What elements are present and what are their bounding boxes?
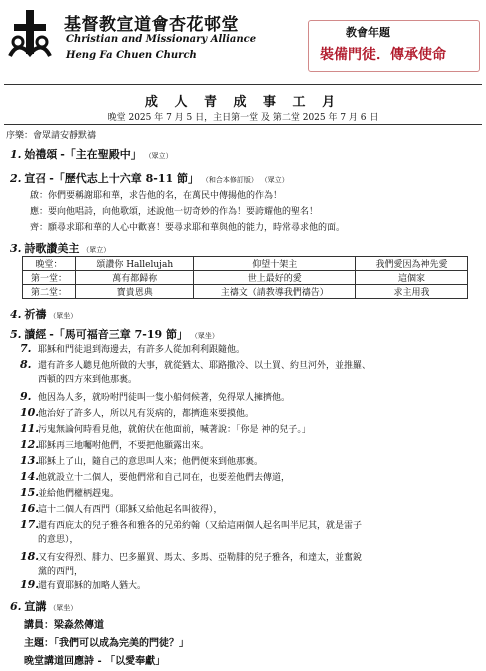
- verse-line: 12.耶穌再三地囑咐他們，不要把他顯露出來。: [20, 438, 210, 451]
- section-invocation: [10, 146, 173, 162]
- table-cell: 世上最好的愛: [194, 271, 356, 285]
- response-hymn: 晚堂講道回應詩 - 「以愛奉獻」: [24, 656, 166, 667]
- verse-line: 14.他就設立十二個人，要他們常和自己同在，也要差他們去傳道，: [20, 470, 291, 483]
- section-number: 5.: [10, 328, 22, 341]
- church-name-zh: 基督教宣道會杏花邨堂: [64, 15, 239, 35]
- table-cell: 主禱文（請教導我們禱告）: [194, 285, 356, 299]
- table-row: [23, 285, 468, 299]
- section-name: 宣講: [24, 600, 47, 613]
- section-sermon: [10, 598, 77, 614]
- verse-line: 黨的西門，: [38, 567, 84, 577]
- section-name: 始禮頌: [24, 148, 58, 161]
- section-number: 4.: [10, 308, 22, 321]
- table-cell: 寶貴恩典: [76, 285, 194, 299]
- verse-line: 的意思），: [38, 535, 79, 545]
- section-name: 祈禱: [24, 308, 47, 321]
- verse-line: 16.這十二個人有西門（耶穌又給他起名叫彼得），: [20, 502, 223, 515]
- verse-line: 9. 他因為人多，就吩咐門徒叫一隻小船伺候著，免得眾人擁擠他。: [20, 390, 291, 403]
- table-cell: 這個家: [356, 271, 468, 285]
- table-cell: 第一堂：: [23, 271, 76, 285]
- posture-note: （眾立）: [82, 246, 111, 254]
- divider-top: [4, 84, 482, 85]
- table-cell: 求主用我: [356, 285, 468, 299]
- section-number: 6.: [10, 600, 22, 613]
- section-title: -「馬可福音三章 7-19 節」: [49, 328, 188, 341]
- table-cell: 萬有都歸祢: [76, 271, 194, 285]
- posture-note: （眾坐）: [49, 312, 78, 320]
- worship-title: 成 人 青 成 事 工 月: [144, 95, 342, 110]
- prelude: 序樂：會眾請安靜默禱: [6, 131, 97, 141]
- sermon-topic: 主題：「我們可以成為完美的門徒？」: [24, 638, 189, 649]
- annual-theme-text: 裝備門徒．傳承使命: [320, 47, 446, 63]
- verse-line: 15.並給他們權柄趕鬼。: [20, 486, 120, 499]
- posture-note: （眾坐）: [49, 604, 78, 612]
- section-number: 3.: [10, 242, 22, 255]
- section-title: -「主在聖殿中」: [60, 148, 142, 161]
- speaker: 講員：梁淼然傳道: [24, 620, 104, 631]
- section-name: 詩歌讚美主: [24, 242, 80, 255]
- verse-line: 17.還有西庇太的兒子雅各和雅各的兄弟約翰（又給這兩個人起名叫半尼其，就是雷子: [20, 518, 363, 531]
- responsive-line-1: 啟：你們要稱謝耶和華，求告他的名，在萬民中傳揚他的作為！: [30, 191, 283, 201]
- verse-line: 11.污鬼無論何時看見他，就俯伏在他面前，喊著說：「你是 神的兒子。」: [20, 422, 311, 435]
- responsive-line-2: 應：要向他唱詩，向他歌頌，述說他一切奇妙的作為！要誇耀他的聖名！: [30, 207, 319, 217]
- section-number: 2.: [10, 172, 22, 185]
- responsive-line-3: 齊：願尋求耶和華的人心中歡喜！要尋求耶和華與他的能力，時常尋求他的面。: [30, 223, 346, 233]
- section-hymns: [10, 240, 110, 256]
- verse-line: 7. 耶穌和門徒退到海邊去，有許多人從加利利跟隨他。: [20, 342, 246, 355]
- verse-line: 13.耶穌上了山，隨自己的意思叫人來；他們便來到他那裏。: [20, 454, 264, 467]
- verse-line: 18.又有安得烈、腓力、巴多羅買、馬太、多馬、亞勒腓的兒子雅各，和達太，並奮銳: [20, 550, 363, 563]
- table-cell: 仰望十架主: [194, 257, 356, 271]
- table-cell: 第二堂：: [23, 285, 76, 299]
- church-logo: [8, 10, 52, 66]
- posture-note: （眾立）: [260, 176, 289, 184]
- worship-date-line: 晚堂 2025 年 7 月 5 日，主日第一堂 及 第二堂 2025 年 7 月 6 日: [107, 113, 379, 123]
- table-cell: 晚堂：: [23, 257, 76, 271]
- hymn-table: [22, 256, 468, 299]
- section-scripture-reading: [10, 326, 219, 342]
- posture-note: （眾立）: [144, 152, 173, 160]
- section-title: -「歷代志上十六章 8-11 節」: [49, 172, 199, 185]
- section-name: 讀經: [24, 328, 47, 341]
- church-name-en-1: Christian and Missionary Alliance: [66, 34, 257, 45]
- table-cell: 我們愛因為神先愛: [356, 257, 468, 271]
- divider-bottom: [4, 124, 482, 125]
- section-name: 宣召: [24, 172, 47, 185]
- table-row: [23, 271, 468, 285]
- verse-line: 10.他治好了許多人，所以凡有災病的，都擠進來要摸他。: [20, 406, 255, 419]
- posture-note: （眾坐）: [190, 332, 219, 340]
- church-name-en-2: Heng Fa Chuen Church: [66, 50, 197, 61]
- section-number: 1.: [10, 148, 22, 161]
- section-prayer: [10, 306, 77, 322]
- verse-line: 西頓的四方來到他那裏。: [38, 375, 138, 385]
- section-call-to-worship: [10, 170, 289, 186]
- bible-version: （和合本修訂版）: [201, 176, 258, 184]
- table-cell: 頌讚你 Hallelujah: [76, 257, 194, 271]
- table-row: [23, 257, 468, 271]
- verse-line: 19.還有賣耶穌的加略人猶大。: [20, 578, 147, 591]
- verse-line: 8. 還有許多人聽見他所做的大事，就從猶太、耶路撒冷、以土買、約旦河外，並推羅、: [20, 358, 372, 371]
- annual-theme-title: 教會年題: [346, 26, 390, 39]
